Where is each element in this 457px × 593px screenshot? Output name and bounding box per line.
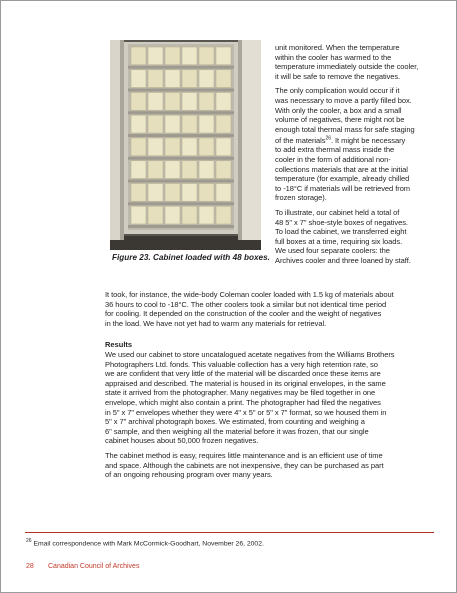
negative-storage-box bbox=[165, 138, 180, 156]
text-line: state it arrived from the photographer. Many negatives may be filed together in one bbox=[105, 388, 376, 398]
figure-caption bbox=[112, 253, 272, 263]
footnote bbox=[26, 538, 264, 547]
continuation-paragraph bbox=[105, 290, 435, 328]
negative-storage-box bbox=[165, 184, 180, 202]
negative-storage-box bbox=[182, 115, 197, 133]
negative-storage-box bbox=[182, 93, 197, 111]
text-line: The cabinet method is easy, requires little maintenance and is an efficient use of time bbox=[105, 450, 383, 460]
text-line: To load the cabinet, we transferred eight bbox=[275, 227, 407, 237]
text-line: envelope, which might also contain a print. The photographer had filed the negatives bbox=[105, 397, 381, 407]
negative-storage-box bbox=[148, 138, 163, 156]
negative-storage-box bbox=[165, 47, 180, 65]
negative-storage-box bbox=[216, 93, 231, 111]
negative-storage-box bbox=[182, 206, 197, 224]
text-line: 5" x 7" archival photograph boxes. We estimated, from counting and weighing a bbox=[105, 417, 365, 427]
negative-storage-box bbox=[199, 161, 214, 179]
cabinet-shelf bbox=[128, 202, 234, 205]
negative-storage-box bbox=[148, 206, 163, 224]
text-line: of the materials bbox=[275, 135, 326, 145]
text-line: appraised and described. The material is housed in its original envelopes, in the same bbox=[105, 378, 386, 388]
negative-storage-box bbox=[131, 115, 146, 133]
text-line: frozen storage). bbox=[275, 193, 327, 203]
negative-storage-box bbox=[199, 70, 214, 88]
text-line: With only the cooler, a box and a small bbox=[275, 105, 402, 115]
cabinet-photo bbox=[110, 40, 261, 250]
negative-storage-box bbox=[131, 206, 146, 224]
text-line: temperature (for example, already chilled bbox=[275, 174, 410, 184]
negative-storage-box bbox=[199, 184, 214, 202]
negative-storage-box bbox=[165, 206, 180, 224]
negative-storage-box bbox=[131, 161, 146, 179]
negative-storage-box bbox=[165, 115, 180, 133]
text-line: it will be safe to remove the negatives. bbox=[275, 71, 401, 81]
negative-storage-box bbox=[148, 184, 163, 202]
negative-storage-box bbox=[131, 93, 146, 111]
results-body bbox=[105, 350, 435, 485]
negative-storage-box bbox=[131, 184, 146, 202]
figure-caption-label: Figure 23. bbox=[112, 253, 151, 262]
paragraph bbox=[275, 43, 435, 81]
negative-storage-box bbox=[216, 47, 231, 65]
text-line: collections materials that are at the initial bbox=[275, 164, 408, 174]
figure-caption-text: Cabinet loaded with 48 boxes. bbox=[152, 253, 270, 262]
cabinet-shelf bbox=[128, 225, 234, 228]
text-line: It took, for instance, the wide-body Coleman cooler loaded with 1.5 kg of materials about bbox=[105, 290, 394, 299]
page-number: 28 bbox=[26, 563, 34, 570]
paragraph bbox=[105, 451, 435, 480]
footer-publisher: Canadian Council of Archives bbox=[48, 563, 140, 570]
text-line: Photographers Ltd. fonds. This valuable collection has a very high retention rate, so bbox=[105, 359, 378, 369]
text-line: 48 5" x 7" shoe-style boxes of negatives. bbox=[275, 217, 408, 227]
negative-storage-box bbox=[165, 70, 180, 88]
text-line: To illustrate, our cabinet held a total of bbox=[275, 208, 400, 217]
footnote-text: Email correspondence with Mark McCormick-Goodhart, November 26, 2002. bbox=[33, 540, 264, 548]
text-line: unit monitored. When the temperature bbox=[275, 43, 400, 52]
negative-storage-box bbox=[216, 184, 231, 202]
cabinet-shelf bbox=[128, 180, 234, 183]
text-line: was necessary to move a partly filled box. bbox=[275, 95, 412, 105]
text-line: of an ongoing rehousing program over many years. bbox=[105, 470, 273, 480]
text-line: . It might be necessary bbox=[330, 135, 406, 145]
negative-storage-box bbox=[216, 138, 231, 156]
negative-storage-box bbox=[148, 93, 163, 111]
negative-storage-box bbox=[182, 184, 197, 202]
text-line: The only complication would occur if it bbox=[275, 86, 400, 96]
text-line: we are confident that very little of the material will be discarded once these items are bbox=[105, 369, 381, 379]
negative-storage-box bbox=[182, 161, 197, 179]
negative-storage-box bbox=[216, 115, 231, 133]
text-line: within the cooler has warmed to the bbox=[275, 52, 392, 62]
cabinet-shelf bbox=[128, 111, 234, 114]
text-line: cabinet houses about 50,000 frozen negatives. bbox=[105, 436, 259, 446]
negative-storage-box bbox=[216, 70, 231, 88]
footnote-reference[interactable]: 26 bbox=[325, 135, 331, 142]
text-line: temperature immediately outside the cooler, bbox=[275, 62, 419, 72]
negative-storage-box bbox=[182, 70, 197, 88]
text-line: in 5" x 7" envelopes whether they were 4" x 5" or 5" x 7" format, so we housed them in bbox=[105, 407, 387, 417]
negative-storage-box bbox=[199, 138, 214, 156]
text-line: enough total thermal mass for safe staging bbox=[275, 124, 415, 134]
negative-storage-box bbox=[199, 206, 214, 224]
paragraph bbox=[275, 86, 435, 203]
text-line: We used our cabinet to store uncatalogued acetate negatives from the Williams Brothers bbox=[105, 350, 395, 359]
cabinet-shelf bbox=[128, 134, 234, 137]
results-heading: Results bbox=[105, 340, 133, 349]
text-line: full boxes at a time, requiring six loads. bbox=[275, 236, 403, 246]
negative-storage-box bbox=[131, 47, 146, 65]
negative-storage-box bbox=[165, 93, 180, 111]
negative-storage-box bbox=[165, 161, 180, 179]
paragraph bbox=[105, 350, 435, 446]
text-line: in the load. We have not yet had to warm any materials for retrieval. bbox=[105, 318, 327, 328]
text-line: to add extra thermal mass inside the bbox=[275, 145, 395, 155]
negative-storage-box bbox=[131, 70, 146, 88]
negative-storage-box bbox=[182, 47, 197, 65]
paragraph bbox=[275, 208, 435, 266]
text-line: Archives cooler and three loaned by staff. bbox=[275, 255, 411, 265]
text-line: 6" sample, and then weighing all the material before it was frozen, that our single bbox=[105, 426, 369, 436]
text-line: 36 hours to cool to -18°C. The other coolers took a similar but not identical time period bbox=[105, 299, 387, 309]
negative-storage-box bbox=[216, 206, 231, 224]
text-line: for cooling. It depended on the construction of the cooler and the weight of negatives bbox=[105, 309, 382, 319]
cabinet-shelf bbox=[128, 89, 234, 92]
negative-storage-box bbox=[148, 161, 163, 179]
negative-storage-box bbox=[131, 138, 146, 156]
negative-storage-box bbox=[148, 47, 163, 65]
footnote-number: 26 bbox=[26, 538, 32, 544]
negative-storage-box bbox=[199, 47, 214, 65]
negative-storage-box bbox=[148, 115, 163, 133]
footnote-divider bbox=[25, 532, 434, 533]
cabinet-shelf bbox=[128, 66, 234, 69]
negative-storage-box bbox=[182, 138, 197, 156]
negative-storage-box bbox=[199, 115, 214, 133]
negative-storage-box bbox=[199, 93, 214, 111]
negative-storage-box bbox=[216, 161, 231, 179]
text-line: cooler in the form of additional non- bbox=[275, 155, 391, 165]
text-line: to -18°C if materials will be retrieved from bbox=[275, 183, 411, 193]
negative-storage-box bbox=[148, 70, 163, 88]
cabinet-shelf bbox=[128, 157, 234, 160]
text-line: and space. Although the cabinets are not inexpensive, they can be purchased as part bbox=[105, 460, 384, 470]
text-line: volume of negatives, there might not be bbox=[275, 115, 405, 125]
text-line: We used four separate coolers: the bbox=[275, 246, 390, 256]
right-column-text bbox=[275, 43, 435, 271]
